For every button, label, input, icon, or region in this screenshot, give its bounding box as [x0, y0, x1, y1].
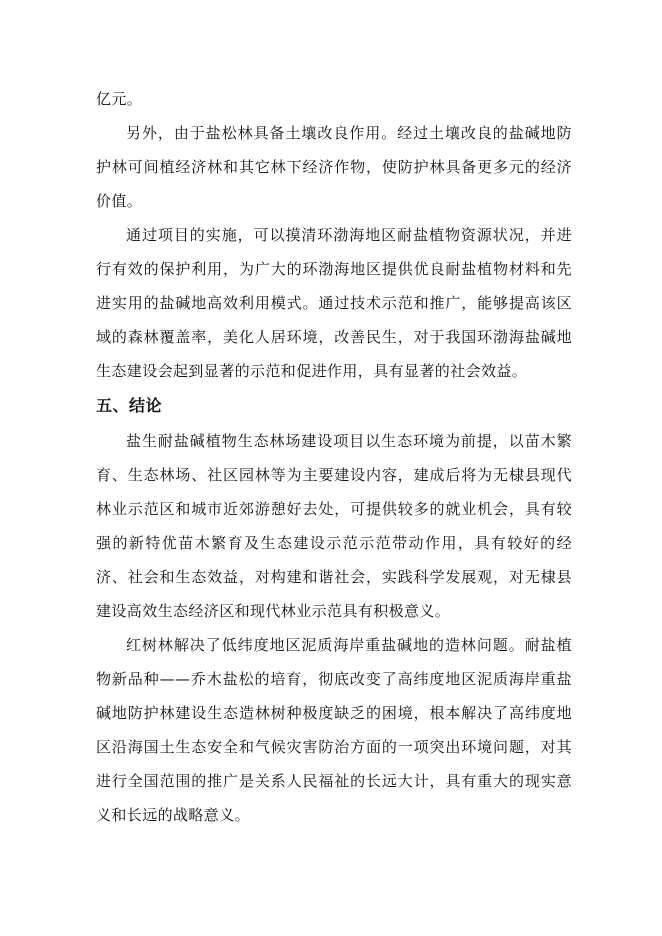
paragraph-continuation: 亿元。	[96, 90, 143, 108]
paragraph-conclusion-project: 盐生耐盐碱植物生态林场建设项目以生态环境为前提，以苗木繁育、生态林场、社区园林等为主要建设内容，建成后将为无棣县现代林业示范区和城市近郊游憩好去处，可提供较多的就业机会，具有较强的新特优苗木繁育及生态建设示范示范带动作用，具有较好的经济、社会和生态效益，对构建和谐社会，实践科学发展观，对无棣县建设高效生态经济区和现代林业示范具有积极意义。	[96, 432, 572, 620]
section-heading-conclusion: 五、结论	[96, 396, 163, 415]
paragraph-soil-improvement: 另外，由于盐松林具备土壤改良作用。经过土壤改良的盐碱地防护林可间植经济林和其它林下经济作物，使防护林具备更多元的经济价值。	[96, 124, 572, 210]
document-body	[96, 82, 572, 832]
paragraph-social-benefit: 通过项目的实施，可以摸清环渤海地区耐盐植物资源状况，并进行有效的保护利用，为广大的环渤海地区提供优良耐盐植物材料和先进实用的盐碱地高效利用模式。通过技术示范和推广，能够提高该区域的森林覆盖率，美化人居环境，改善民生，对于我国环渤海盐碱地生态建设会起到显著的示范和促进作用，具有显著的社会效益。	[96, 226, 572, 380]
paragraph-conclusion-mangrove: 红树林解决了低纬度地区泥质海岸重盐碱地的造林问题。耐盐植物新品种——乔木盐松的培育，彻底改变了高纬度地区泥质海岸重盐碱地防护林建设生态造林树种极度缺乏的困境，根本解决了高纬度地区沿海国土生态安全和气候灾害防治方面的一项突出环境问题，对其进行全国范围的推广是关系人民福祉的长远大计，具有重大的现实意义和长远的战略意义。	[96, 636, 572, 824]
